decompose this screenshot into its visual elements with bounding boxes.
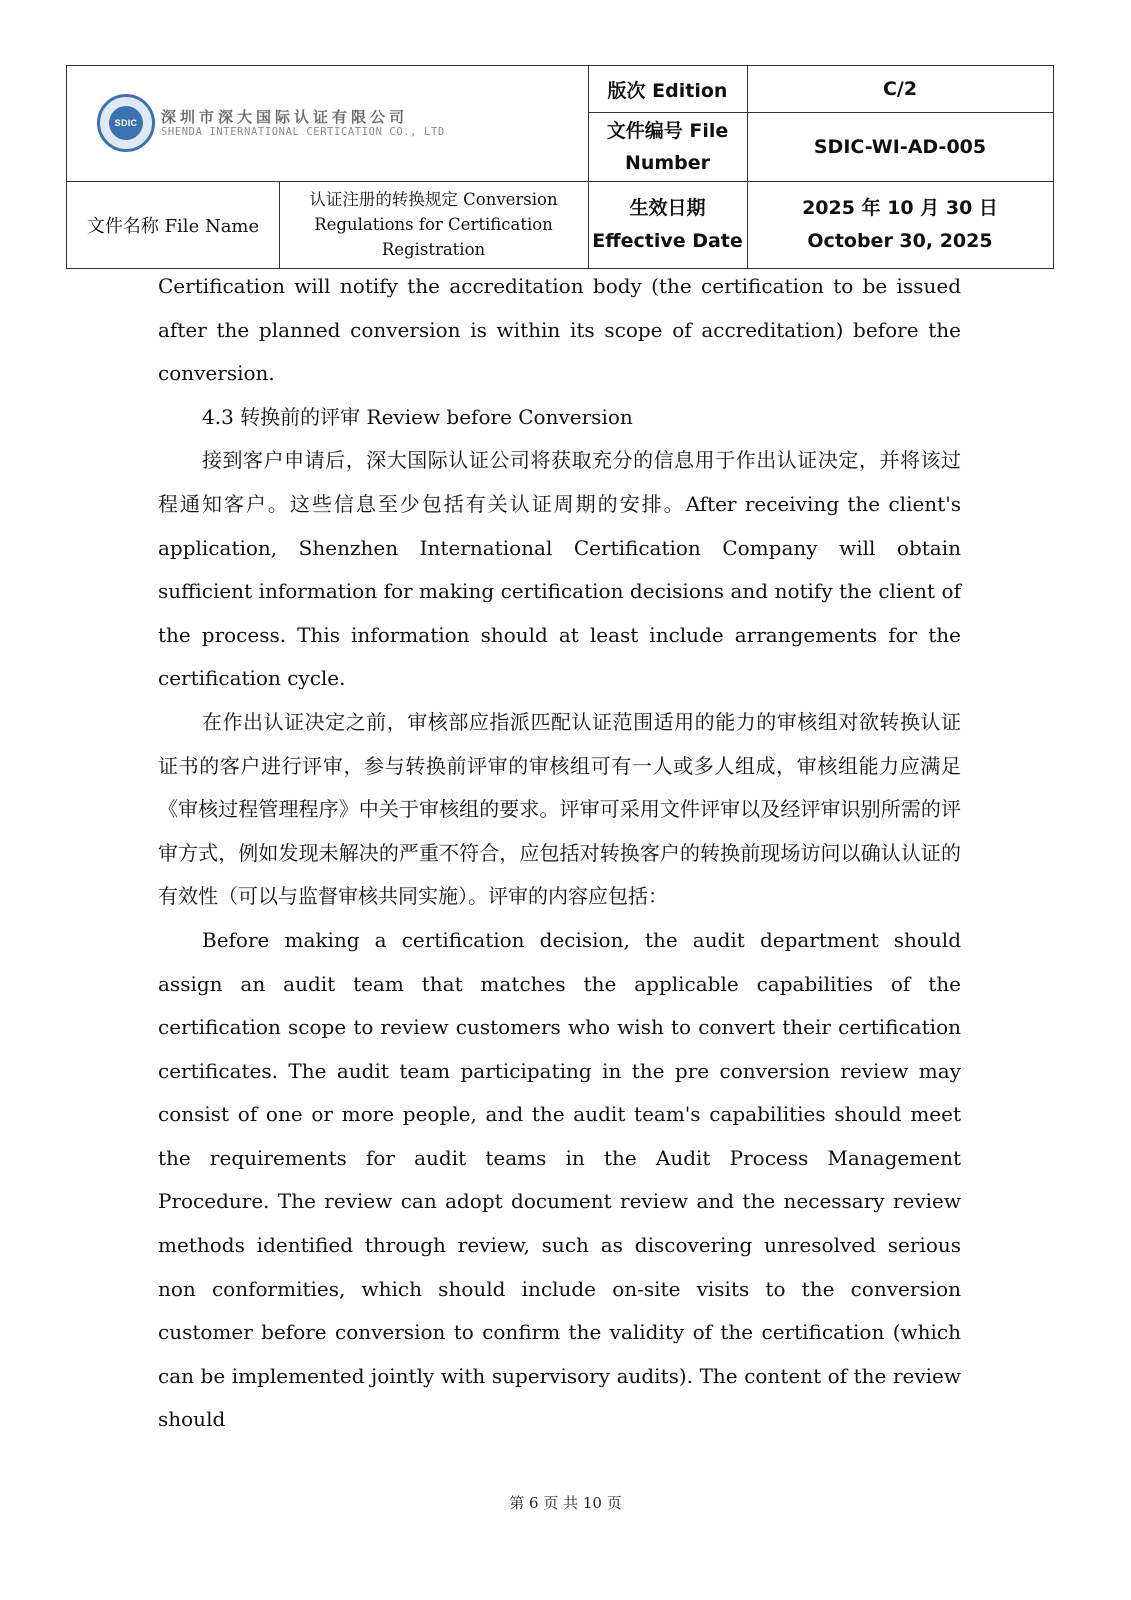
effective-date-label-en: Effective Date bbox=[592, 229, 743, 252]
company-logo bbox=[97, 88, 537, 158]
file-number-value: SDIC-WI-AD-005 bbox=[813, 135, 987, 158]
edition-value: C/2 bbox=[882, 78, 918, 100]
effective-date-label-cn: 生效日期 bbox=[629, 196, 706, 219]
paragraph-application-info: 接到客户申请后，深大国际认证公司将获取充分的信息用于作出认证决定，并将该过程通知客户。这些信息至少包括有关认证周期的安排。After receiving the client's application, Shenzhen International Certification Company will obtain sufficient information for making certification decisions and notify the client of the process. This information should at least include arrangements for the certification cycle. bbox=[158, 448, 961, 691]
document-body bbox=[158, 265, 961, 1442]
effective-date-label bbox=[588, 181, 747, 268]
page-number: 第 6 页 共 10 页 bbox=[509, 1494, 622, 1512]
paragraph-review-cn: 在作出认证决定之前，审核部应指派匹配认证范围适用的能力的审核组对欲转换认证证书的客户进行评审，参与转换前评审的审核组可有一人或多人组成，审核组能力应满足《审核过程管理程序》中关于审核组的要求。评审可采用文件评审以及经评审识别所需的评审方式，例如发现未解决的严重不符合，应包括对转换客户的转换前现场访问以确认认证的有效性（可以与监督审核共同实施）。评审的内容应包括： bbox=[158, 709, 961, 909]
company-name-cn: 深圳市深大国际认证有限公司 bbox=[161, 107, 409, 126]
document-header-table bbox=[66, 65, 1054, 269]
company-name-en: SHENDA INTERNATIONAL CERTICATION CO., LTD bbox=[161, 125, 445, 138]
paragraph-review-en: Before making a certification decision, the audit department should assign an audit team that matches the applicable capabilities of the certification scope to review customers who wish to convert their certification certificates. The audit team participating in the pre conversion review may consist of one or more people, and the audit team's capabilities should meet the requirements for audit teams in the Audit Process Management Procedure. The review can adopt document review and the necessary review methods identified through review, such as discovering unresolved serious non conformities, which should include on-site visits to the conversion customer before conversion to confirm the validity of the certification (which can be implemented jointly with supervisory audits). The content of the review should bbox=[158, 927, 961, 1432]
sdic-emblem-icon bbox=[97, 94, 155, 152]
paragraph-continued: Certification will notify the accreditation body (the certification to be issued after the planned conversion is within its scope of accreditation) before the conversion. bbox=[158, 274, 961, 386]
effective-date-cn: 2025 年 10 月 30 日 bbox=[802, 196, 998, 219]
logo-mark: SDIC bbox=[109, 106, 143, 140]
file-number-label: 文件编号 File Number bbox=[606, 119, 729, 174]
edition-label: 版次 Edition bbox=[607, 79, 728, 102]
section-heading-4-3: 4.3 转换前的评审 Review before Conversion bbox=[202, 404, 633, 429]
file-name-label: 文件名称 File Name bbox=[86, 215, 260, 237]
file-name-value: 认证注册的转换规定 Conversion Regulations for Certification Registration bbox=[309, 190, 558, 259]
effective-date-en: October 30, 2025 bbox=[807, 229, 993, 252]
effective-date-value bbox=[747, 181, 1053, 268]
